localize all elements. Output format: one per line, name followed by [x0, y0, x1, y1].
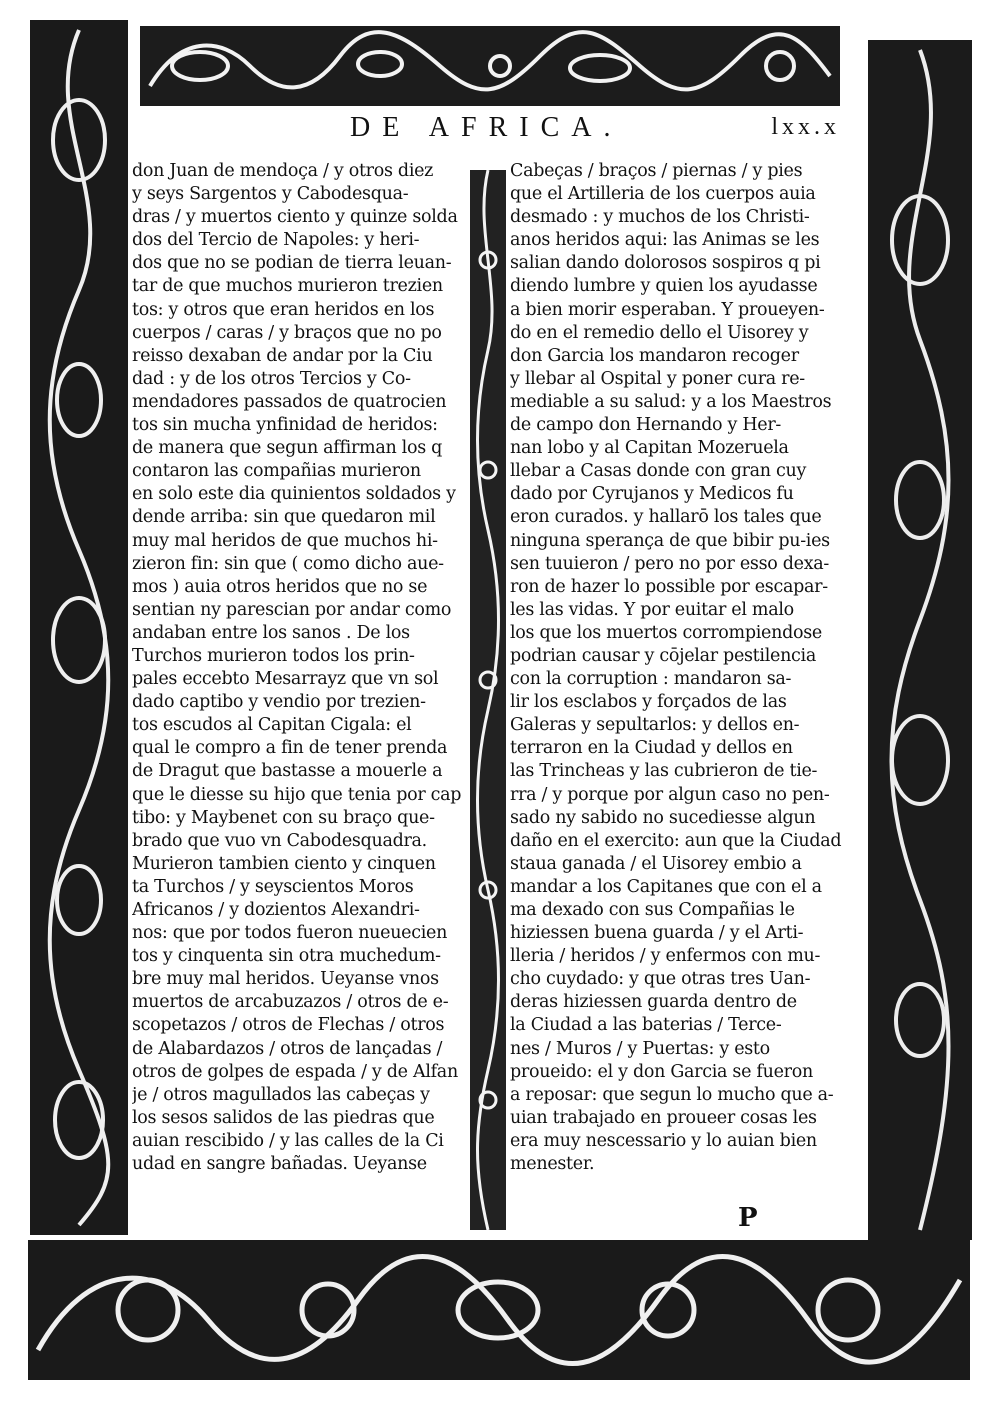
- right-column-line: a reposar: que segun lo mucho que a-: [510, 1084, 834, 1105]
- left-column-line: y seys Sargentos y Cabodesqua-: [132, 184, 409, 205]
- right-column-line: la Ciudad a las baterias / Terce-: [510, 1015, 782, 1036]
- right-column-line: Cabeças / braços / piernas / y pies: [510, 161, 803, 181]
- right-column-line: cho cuydado: y que otras tres Uan-: [510, 969, 811, 990]
- right-column-line: mandar a los Capitanes que con el a: [510, 876, 822, 897]
- left-column-line: muy mal heridos de que muchos hi-: [132, 530, 438, 551]
- right-woodcut-border: [868, 40, 972, 1240]
- right-column-line: diendo lumbre y quien los ayudasse: [510, 276, 818, 297]
- right-column-line: daño en el exercito: aun que la Ciudad: [510, 830, 842, 851]
- left-column-line: de Alabardazos / otros de lançadas /: [132, 1038, 443, 1059]
- right-column-line: llebar a Casas donde con gran cuy: [510, 461, 807, 482]
- left-column-line: dras / y muertos ciento y quinze solda: [132, 207, 458, 228]
- left-column-line: de manera que segun affirman los q: [132, 438, 443, 459]
- right-column-line: eron curados. y hallarō los tales que: [510, 507, 822, 528]
- left-column-line: tos sin mucha ynfinidad de heridos:: [132, 415, 438, 436]
- left-column-line: tos y cinquenta sin otra muchedum-: [132, 946, 441, 967]
- right-column-line: lir los esclabos y forçados de las: [510, 692, 787, 713]
- right-column-line: de campo don Hernando y Her-: [510, 415, 782, 436]
- left-column-line: brado que vuo vn Cabodesquadra.: [132, 830, 427, 851]
- right-column-line: dado por Cyrujanos y Medicos fu: [510, 484, 794, 505]
- running-head: [150, 112, 850, 152]
- right-column-line: uian trabajado en proueer cosas les: [510, 1107, 817, 1128]
- left-column-line: dende arriba: sin que quedaron mil: [132, 507, 436, 528]
- right-column-line: era muy nescessario y lo auian bien: [510, 1130, 817, 1151]
- left-column-line: ta Turchos / y seyscientos Moros: [132, 876, 414, 897]
- left-column-line: muertos de arcabuzazos / otros de e-: [132, 992, 449, 1013]
- right-column-line: ron de hazer lo possible por escapar-: [510, 576, 828, 597]
- left-woodcut-border: [30, 20, 128, 1235]
- right-text-column: [510, 160, 855, 1176]
- right-column-line: proueido: el y don Garcia se fueron: [510, 1061, 813, 1082]
- left-column-line: Turchos murieron todos los prin-: [132, 645, 415, 666]
- right-column-line: les las vidas. Y por euitar el malo: [510, 599, 794, 620]
- signature-mark: P: [738, 1203, 758, 1233]
- left-column-line: zieron fin: sin que ( como dicho aue-: [132, 553, 444, 574]
- right-column-line: staua ganada / el Uisorey embio a: [510, 853, 802, 874]
- right-column-line: ninguna sperança de que bibir pu-ies: [510, 530, 830, 551]
- right-column-line: mediable a su salud: y a los Maestros: [510, 391, 832, 412]
- left-column-line: je / otros magullados las cabeças y: [132, 1084, 430, 1105]
- left-text-column: [132, 160, 464, 1176]
- right-column-line: ma dexado con sus Compañias le: [510, 900, 795, 920]
- right-column-line: don Garcia los mandaron recoger: [510, 345, 799, 366]
- right-column-line: menester.: [510, 1154, 595, 1175]
- top-woodcut-border: [140, 26, 840, 106]
- bottom-woodcut-border: [28, 1240, 970, 1380]
- right-column-line: lleria / heridos / y enfermos con mu-: [510, 946, 821, 967]
- right-column-line: nan lobo y al Capitan Mozeruela: [510, 438, 789, 459]
- left-column-line: dos del Tercio de Napoles: y heri-: [132, 230, 420, 251]
- center-ornamental-divider: [470, 170, 506, 1230]
- left-column-line: qual le compro a fin de tener prenda: [132, 738, 448, 759]
- left-column-line: que le diesse su hijo que tenia por cap: [132, 784, 462, 805]
- left-column-line: contaron las compañias murieron: [132, 461, 421, 482]
- right-column-line: con la corruption : mandaron sa-: [510, 669, 792, 690]
- right-column-line: las Trincheas y las cubrieron de tie-: [510, 761, 818, 782]
- left-column-line: don Juan de mendoça / y otros diez: [132, 161, 434, 181]
- right-column-line: sen tuuieron / pero no por esso dexa-: [510, 553, 830, 574]
- left-column-line: sentian ny parescian por andar como: [132, 599, 452, 620]
- left-column-line: los sesos salidos de las piedras que: [132, 1107, 435, 1128]
- left-column-line: udad en sangre bañadas. Ueyanse: [132, 1154, 427, 1175]
- left-column-line: tar de que muchos murieron trezien: [132, 276, 443, 297]
- right-column-line: deras hiziessen guarda dentro de: [510, 992, 797, 1013]
- right-column-line: hiziessen buena guarda / y el Arti-: [510, 923, 804, 944]
- left-column-line: pales eccebto Mesarrayz que vn sol: [132, 669, 439, 690]
- right-column-line: terraron en la Ciudad y dellos en: [510, 738, 793, 759]
- left-column-line: otros de golpes de espada / y de Alfan: [132, 1061, 458, 1082]
- left-column-line: nos: que por todos fueron nueuecien: [132, 923, 448, 944]
- left-column-line: tibo: y Maybenet con su braço que-: [132, 807, 435, 828]
- left-column-line: mos ) auia otros heridos que no se: [132, 576, 428, 597]
- right-column-line: desmado : y muchos de los Christi-: [510, 207, 810, 228]
- right-column-line: anos heridos aqui: las Animas se les: [510, 230, 820, 251]
- left-column-line: Murieron tambien ciento y cinquen: [132, 853, 436, 874]
- left-column-line: reisso dexaban de andar por la Ciu: [132, 345, 433, 366]
- right-column-line: rra / y porque por algun caso no pen-: [510, 784, 830, 805]
- left-column-line: Africanos / y dozientos Alexandri-: [132, 900, 420, 920]
- right-column-line: do en el remedio dello el Uisorey y: [510, 322, 809, 343]
- left-column-line: dad : y de los otros Tercios y Co-: [132, 368, 411, 389]
- folio-number: lxx.x: [771, 114, 840, 140]
- left-column-line: de Dragut que bastasse a mouerle a: [132, 761, 443, 782]
- right-column-line: podrian causar y cōjelar pestilencia: [510, 645, 816, 666]
- left-column-line: tos escudos al Capitan Cigala: el: [132, 715, 412, 736]
- right-column-line: a bien morir esperaban. Y proueyen-: [510, 299, 825, 320]
- left-column-line: auian rescibido / y las calles de la Ci: [132, 1130, 444, 1151]
- left-column-line: tos: y otros que eran heridos en los: [132, 299, 435, 320]
- left-column-line: scopetazos / otros de Flechas / otros: [132, 1015, 445, 1036]
- left-column-line: dado captibo y vendio por trezien-: [132, 692, 426, 713]
- left-column-line: en solo este dia quinientos soldados y: [132, 484, 456, 505]
- left-column-line: dos que no se podian de tierra leuan-: [132, 253, 452, 274]
- right-column-line: los que los muertos corrompiendose: [510, 622, 822, 643]
- right-column-line: que el Artilleria de los cuerpos auia: [510, 184, 816, 205]
- right-column-line: sado ny sabido no sucediesse algun: [510, 807, 816, 828]
- left-column-line: andaban entre los sanos . De los: [132, 622, 410, 643]
- right-column-line: y llebar al Ospital y poner cura re-: [510, 368, 805, 389]
- right-column-line: Galeras y sepultarlos: y dellos en-: [510, 715, 800, 736]
- left-column-line: mendadores passados de quatrocien: [132, 391, 447, 412]
- left-column-line: cuerpos / caras / y braços que no po: [132, 322, 442, 343]
- right-column-line: salian dando dolorosos sospiros q pi: [510, 253, 821, 274]
- left-column-line: bre muy mal heridos. Ueyanse vnos: [132, 969, 439, 990]
- right-column-line: nes / Muros / y Puertas: y esto: [510, 1038, 770, 1059]
- running-title: DE AFRICA.: [350, 112, 623, 143]
